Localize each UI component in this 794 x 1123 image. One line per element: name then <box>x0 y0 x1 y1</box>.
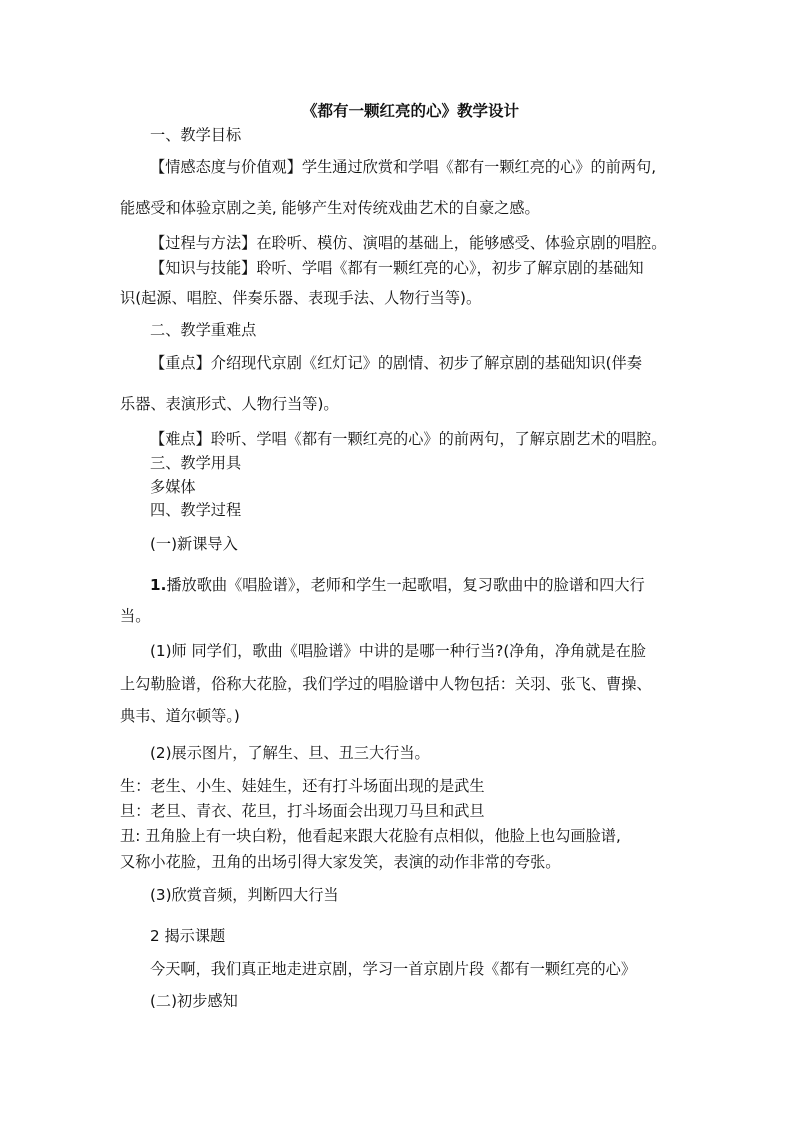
process-step-2-text: 今天啊，我们真正地走进京剧，学习一首京剧片段《都有一颗红亮的心》 <box>150 960 636 978</box>
document-title: 《都有一颗红亮的心》教学设计 <box>302 102 520 120</box>
question-1-cont-2: 典韦、道尔顿等。) <box>120 707 240 725</box>
focus-key-paragraph-cont: 乐器、表演形式、人物行当等)。 <box>120 395 339 413</box>
goal-emotion-paragraph: 【情感态度与价值观】学生通过欣赏和学唱《都有一颗红亮的心》的前两句, <box>150 158 657 176</box>
section-heading-process: 四、教学过程 <box>150 501 242 519</box>
section-heading-focus: 二、教学重难点 <box>150 321 257 339</box>
question-3: (3)欣赏音频，判断四大行当 <box>150 886 339 904</box>
focus-key-paragraph: 【重点】介绍现代京剧《红灯记》的剧情、初步了解京剧的基础知识(伴奏 <box>150 354 642 372</box>
step-text: 播放歌曲《唱脸谱》，老师和学生一起歌唱，复习歌曲中的脸谱和四大行 <box>166 576 645 594</box>
process-step-1-cont: 当。 <box>120 607 151 625</box>
goal-knowledge-paragraph: 【知识与技能】聆听、学唱《都有一颗红亮的心》，初步了解京剧的基础知 <box>150 259 644 277</box>
process-step-1 <box>150 575 645 595</box>
process-sub-intro: (一)新课导入 <box>150 535 238 553</box>
question-1-cont-1: 上勾勒脸谱，俗称大花脸，我们学过的唱脸谱中人物包括：关羽、张飞、曹操、 <box>120 675 652 693</box>
question-1: (1)师 同学们，歌曲《唱脸谱》中讲的是哪一种行当?(净角，净角就是在脸 <box>150 642 646 660</box>
focus-difficulty-paragraph: 【难点】聆听、学唱《都有一颗红亮的心》的前两句，了解京剧艺术的唱腔。 <box>150 430 667 448</box>
role-chou-cont: 又称小花脸，丑角的出场引得大家发笑，表演的动作非常的夸张。 <box>120 853 561 871</box>
question-2: (2)展示图片，了解生、旦、丑三大行当。 <box>150 744 430 762</box>
role-sheng: 生：老生、小生、娃娃生，还有打斗场面出现的是武生 <box>120 777 485 795</box>
process-sub-perception: (二)初步感知 <box>150 992 238 1010</box>
tools-item: 多媒体 <box>150 478 196 496</box>
role-chou: 丑: 丑角脸上有一块白粉，他看起来跟大花脸有点相似，他脸上也勾画脸谱, <box>120 827 621 845</box>
goal-method-paragraph: 【过程与方法】在聆听、模仿、演唱的基础上，能够感受、体验京剧的唱腔。 <box>150 234 667 252</box>
role-dan: 旦：老旦、青衣、花旦，打斗场面会出现刀马旦和武旦 <box>120 802 485 820</box>
process-step-2: 2 揭示课题 <box>150 927 226 945</box>
section-heading-goals: 一、教学目标 <box>150 126 242 144</box>
step-number: 1. <box>150 576 167 594</box>
goal-emotion-paragraph-cont: 能感受和体验京剧之美, 能够产生对传统戏曲艺术的自豪之感。 <box>120 199 540 217</box>
goal-knowledge-paragraph-cont: 识(起源、唱腔、伴奏乐器、表现手法、人物行当等)。 <box>120 289 482 307</box>
section-heading-tools: 三、教学用具 <box>150 454 242 472</box>
